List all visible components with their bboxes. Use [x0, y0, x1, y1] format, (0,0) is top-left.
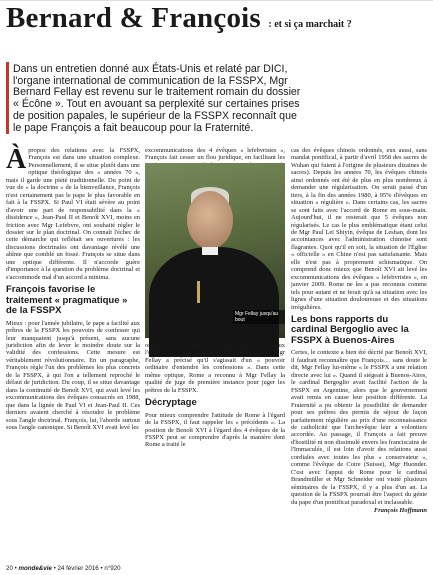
- column-3: [291, 147, 427, 563]
- intro-paragraph: [6, 144, 140, 281]
- title-main: Bernard & François: [6, 2, 261, 34]
- photo-fellay: [145, 163, 285, 338]
- intro-text: propos des relations avec la FSSPX, François est dans une situation complexe. Personnellement, il se situe plutôt dans une optique théologique des « années 70 », mais il garde une piété traditionnelle. Du point de vue de « la doctrine » de la bienveillance, François n'est certainement pas le pape le plus favorable en fait à la FSSPX. Si Paul VI était sévère au point d'avoir une part de responsabilité dans la « dissidence », Jean-Paul II et Benoît XVI, moins en friction avec Mgr Lefebvre, ont souhaité régler le dossier sur le plan doctrinal. On connaît l'échec de cette démarche qui reflétait ses ouvertures : les discussions doctrinales ont davantage révélé une abîme que comblé un fossé. François se situe dans une optique différente. Il n'accorde guère d'importance à la question du problème doctrinal et s'accommode mal d'un accord a minima.: [6, 147, 140, 281]
- heading-decryptage: Décryptage: [145, 397, 197, 409]
- article-title: [6, 2, 352, 41]
- col3-top-text: cas des évêques chinois ordonnés, eux aussi, sans mandat pontifical, à partir d'avril 1958 des sacres de Wuhan qui fuient à l'origine de plusieurs dizaines de sacres). Depuis les années 70, les évêques chinois ainsi ordonnés ont été de plus en plus nombreux à demander une régularisation. On serait passé d'un tiers, à la fin des années 1980, à 95% d'évêques en situation « régulière ». Dans certains cas, les sacres se sont faits avec l'accord de Rome en sous-main. Aujourd'hui, il ne resterait que 5 évêques non régularisés. Le cas le plus emblématique étant celui de Mgr Paul Lei Shiyin, évêque de Leshan, dont les accointances avec l'administration chinoise sont flagrantes. Quoi qu'il en soit, la situation de l'Église « officielle » en Chine n'est pas satisfaisante. Mais elle n'est pas à proprement schismatique. On comprend donc mieux que Benoît XVI ait levé les excommunications des évêques « lefebvristes », en janvier 2009. Rome ne les a pas reconnus comme tels pour autant et ne ferait qu'à sa situation avec les lignes d'une situation douloureuse et des situations irrégulières.: [291, 147, 427, 311]
- column-1: [6, 144, 140, 563]
- article-lead: [6, 64, 308, 134]
- col2-mid-text: organisation parallèle ?). La juridiction, il vaut mieux l'obtenir du pape qu'à son corps défendant… Mgr Fellay a précisé qu'il s'agissait d'un « pouvoir ordinaire d'entendre les confessions ». Dans cette même optique, Rome a reconnu à Mgr Fellay la qualité de juge de première instance pour juger les prêtres de la FSSPX.: [145, 342, 285, 394]
- heading-bergoglio: Les bons rapports du cardinal Bergoglio avec la FSSPX à Buenos-Aires: [291, 313, 409, 346]
- issue-date: 24 février 2016: [57, 565, 99, 572]
- col2-body: Pour mieux comprendre l'attitude de Rome à l'égard de la FSSPX, il faut rappeler les « précédents ». La position de Benoît XVI à l'égard des 4 évêques de la FSSPX peut se comprendre d'après la manière dont Rome a traité le: [145, 411, 285, 449]
- col1-body: Mieux : pour l'année jubilaire, le pape a facilité aux prêtres de la FSSPX les pouvoirs de confesser qui leur manquaient jusqu'à présent, sans aucune juridiction afin de lever le moindre doute sur la validité des confessions. Cette mesure est véritablement révolutionnaire. En un paragraphe, François règle l'un des problèmes les plus concrets de la FSSPX, à qui l'on a tellement reproché le défaut de juridiction. Du coup, il se situe davantage dans la continuité de Benoît XVI, qui avait levé les excommunications des évêques consacrés en 1988, que dans la lignée de Paul VI et Jean-Paul II. Ces derniers avaient cherché à résoudre le problème sous l'angle doctrinal. François, lui, l'aborde surtout sous l'angle canonique. Si Benoît XVI avait levé les: [6, 319, 140, 431]
- photo-caption: Mgr Fellay jusqu'au bout: [233, 310, 285, 324]
- magazine-name: monde&vie: [18, 565, 52, 572]
- lead-text: Dans un entretien donné aux États-Unis et relaté par DICI, l'organe international de communication de la FSSPX, Mgr Bernard Fellay est revenu sur le traitement romain du dossier « Écône ». Tout en avouant sa perplexité sur certaines prises de position papales, le supérieur de la FSSPX reconnaît que le pape François a fait beaucoup pour la Fraternité.: [13, 63, 301, 134]
- title-subtitle: : et si ça marchait ?: [268, 19, 352, 30]
- author-signature: François Hoffmann: [374, 506, 427, 514]
- issue-number: n°920: [104, 565, 121, 572]
- page-footer: 20 • monde&vie • 24 février 2016 • n°920: [6, 565, 121, 572]
- col2-top-text: excommunications des 4 évêques « lefebvristes », François fait cesser un flou juridique, en facilitant les: [145, 147, 285, 162]
- column-2-top: [145, 147, 285, 163]
- page-number: 20: [6, 565, 13, 572]
- column-2-bottom: [145, 342, 285, 563]
- col3-body: Certes, le contexte a bien été décrié par Benoît XVI, il faudrait reconnaître que François… sans doute le dit, Mgr Fellay lui-même « le FSSPX a une relation directe avec lui ». Quand il siégeait à Buenos-Aires, le cardinal Bergoglio avait facilité l'action de la FSSPX en Argentine, alors que le gouvernement avait remis en cause leur position différente. La Fraternité a pu obtenir la possibilité de demander pour ses prêtres des permis de séjour de façon parfaitement régulière au prix d'une reconnaissance de catholicité que l'archevêque leur a volontiers accordée. Au passage, il François a fait preuve d'hostilité ni non dissimulé envers les franciscains de l'Immaculée, il est loin d'avoir des relations aussi cordiales avec toutes les plus « conservateur », comme l'évêque de Coire (Suisse), Mgr Huonder. C'est avec l'appui de Rome pour le cardinal Brandmüller et Mgr Schneider ont visité plusieurs séminaires de la FSSPX, il y a plus d'un an. La question de la FSSPX pourrait être l'aspect du génie du pape d'un pontificat paradoxal et inclassable.: [291, 349, 427, 506]
- portrait-cassock: [149, 247, 279, 357]
- portrait-face: [187, 191, 233, 249]
- lead-accent-bar: [6, 62, 9, 134]
- heading-pragmatique: François favorise le traitement « pragmatique » de la FSSPX: [6, 284, 128, 317]
- top-rule: [0, 0, 433, 1]
- drop-cap: À: [6, 144, 27, 175]
- pectoral-cross: [197, 281, 200, 303]
